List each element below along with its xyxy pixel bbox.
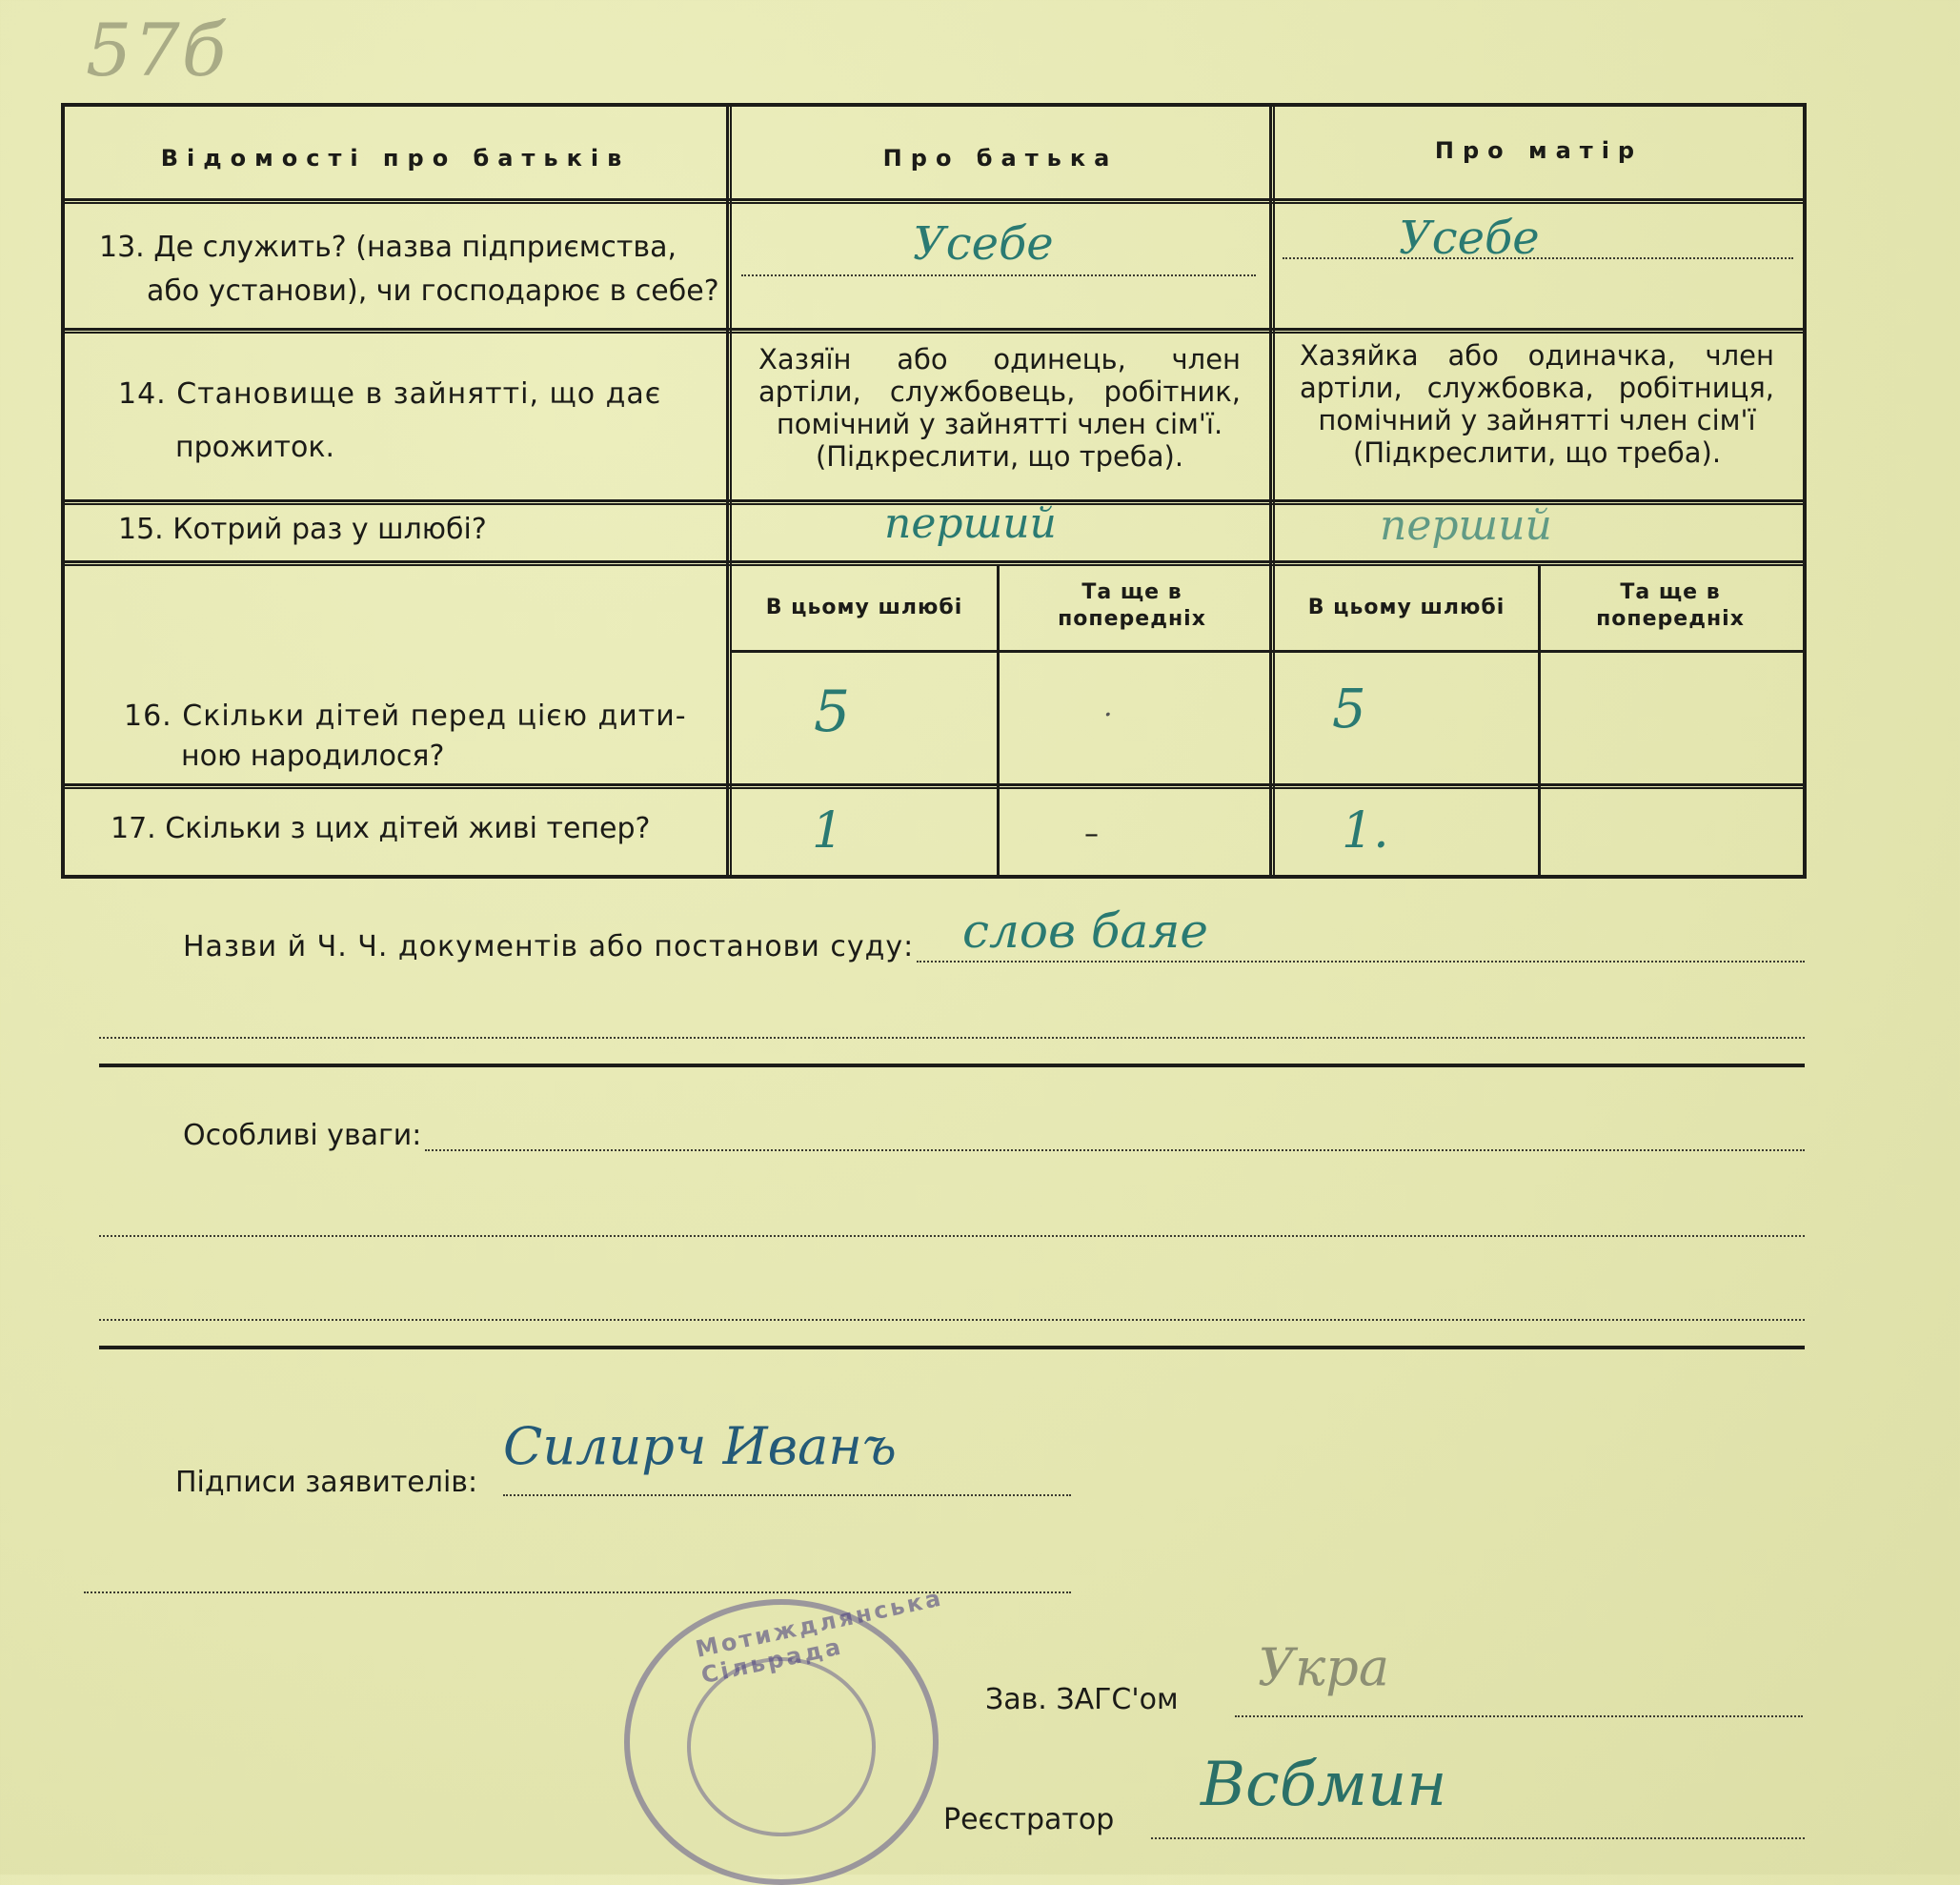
- remarks-label: Особливі уваги:: [183, 1119, 422, 1152]
- registrar-label: Реєстратор: [943, 1803, 1115, 1836]
- row17-mother-this: 1.: [1342, 802, 1389, 860]
- documents-label: Назви й Ч. Ч. документів або постанови суду:: [183, 930, 915, 963]
- remarks-line-1: [425, 1149, 1805, 1151]
- documents-line-2: [99, 1037, 1805, 1039]
- row17-label: 17. Скільки з цих дітей живі тепер?: [111, 812, 651, 845]
- row14-father-options: Хазяїн або одинець, член артіли, службовець, робітник, помічний у зайнятті член сім'ї.: [758, 343, 1241, 440]
- head-zags-signature: Укра: [1258, 1637, 1390, 1697]
- row14-father-note: (Підкреслити, що треба).: [815, 440, 1184, 473]
- official-stamp: [624, 1584, 946, 1885]
- row14-mother-options: Хазяйка або одиначка, член артіли, службовка, робітниця, помічний у зайнятті член сім'ї: [1300, 339, 1774, 436]
- corner-page-number: 57б: [86, 8, 229, 92]
- row16-father-prev-header: Та ще в попередніх: [1058, 580, 1206, 631]
- section-divider-1: [99, 1064, 1805, 1067]
- documents-line: [917, 961, 1805, 963]
- documents-value: слов баяе: [962, 903, 1208, 959]
- header-father: Про батька: [882, 145, 1119, 172]
- row16-father-this-header: В цьому шлюбі: [765, 596, 963, 619]
- row13-label-line1: 13. Де служить? (назва підприємства,: [99, 231, 677, 264]
- row13-mother-value: Усебе: [1399, 212, 1540, 265]
- row16-mother-prev-header: Та ще в попередніх: [1596, 580, 1745, 631]
- applicants-signature-line: [503, 1494, 1071, 1496]
- section-divider-2: [99, 1346, 1805, 1349]
- applicants-signature-label: Підписи заявителів:: [175, 1466, 478, 1499]
- row16-father-this: 5: [814, 679, 851, 745]
- row14-label-line1: 14. Становище в зайнятті, що дає: [118, 377, 662, 411]
- registrar-signature: Всбмин: [1201, 1750, 1447, 1820]
- stamp-text: Мотиждлянська Сільрада: [693, 1584, 946, 1690]
- row16-father-prev: .: [1103, 690, 1113, 723]
- row16-mother-this: 5: [1332, 679, 1366, 740]
- row13-label-line2: або установи), чи господарює в себе?: [147, 274, 719, 308]
- row16-mother-this-header: В цьому шлюбі: [1307, 596, 1505, 619]
- row14-label-line2: прожиток.: [175, 431, 335, 464]
- parents-info-table: [61, 103, 1807, 879]
- head-zags-label: Зав. ЗАГС'ом: [985, 1683, 1179, 1716]
- row13-father-value: Усебе: [913, 217, 1054, 271]
- row17-father-this: 1: [812, 802, 844, 860]
- row17-father-prev: –: [1084, 818, 1099, 851]
- row16-label-line1: 16. Скільки дітей перед цією дити-: [124, 699, 687, 733]
- row15-label: 15. Котрий раз у шлюбі?: [118, 513, 487, 546]
- header-parents-info: Відомості про батьків: [160, 145, 631, 172]
- applicants-signature: Силирч Иванъ: [503, 1416, 897, 1476]
- remarks-line-3: [99, 1319, 1805, 1321]
- remarks-line-2: [99, 1235, 1805, 1237]
- row15-mother-value: перший: [1380, 501, 1552, 550]
- row16-label-line2: ною народилося?: [181, 740, 445, 773]
- header-mother: Про матір: [1434, 137, 1644, 164]
- head-zags-line: [1235, 1715, 1803, 1717]
- row15-father-value: перший: [884, 499, 1057, 548]
- row14-mother-note: (Підкреслити, що треба).: [1352, 436, 1722, 469]
- registrar-line: [1151, 1837, 1805, 1839]
